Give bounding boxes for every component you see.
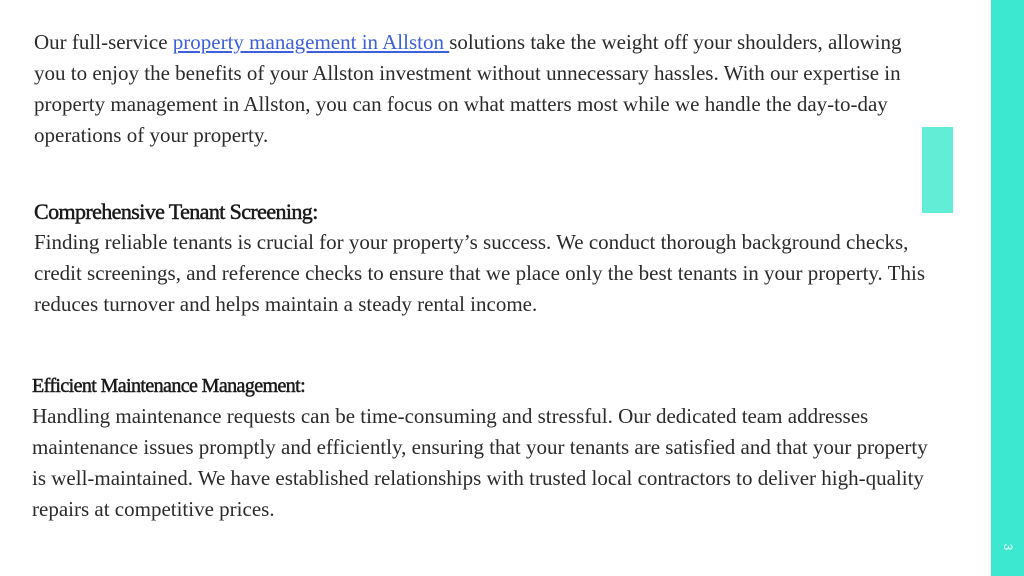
right-accent-band [991, 0, 1024, 576]
section-heading: Efficient Maintenance Management: [32, 375, 306, 397]
accent-block [922, 127, 953, 213]
intro-suffix: solutions take the weight off your shoulders, allowing you to enjoy the benefits of your Allston investment without unnecessary hassles. With our expertise in property management in Allston, you can focus on what matters most while we handle the day-to-day operations of your property. [34, 30, 902, 147]
page-number: 3 [1001, 543, 1015, 551]
section-heading: Comprehensive Tenant Screening: [34, 199, 318, 224]
property-management-link[interactable]: property management in Allston [172, 30, 450, 54]
section-body: Handling maintenance requests can be time-consuming and stressful. Our dedicated team addresses maintenance issues promptly and efficiently, ensuring that your tenants are satisfied and that your property is well-maintained. We have established relationships with trusted local contractors to deliver high-quality repairs at competitive prices. [32, 404, 928, 521]
section-maintenance-management [32, 371, 932, 525]
intro-paragraph [34, 27, 934, 151]
section-tenant-screening [34, 197, 934, 320]
section-body: Finding reliable tenants is crucial for your property’s success. We conduct thorough background checks, credit screenings, and reference checks to ensure that we place only the best tenants in your property. This reduces turnover and helps maintain a steady rental income. [34, 230, 926, 316]
intro-prefix: Our full-service [34, 30, 173, 54]
